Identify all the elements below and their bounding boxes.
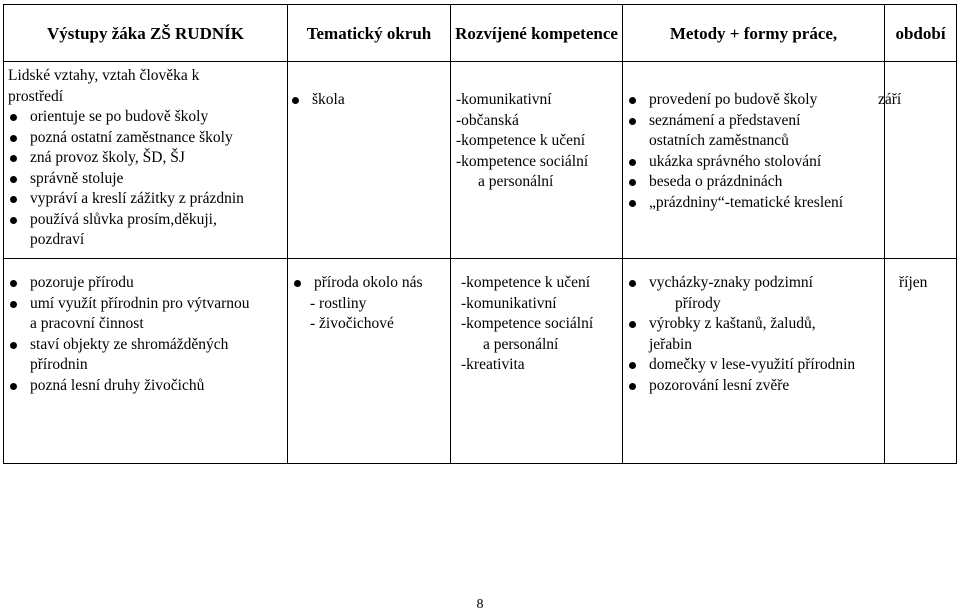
period-label: říjen bbox=[899, 274, 928, 291]
list-item: vypráví a kreslí zážitky z prázdnin bbox=[8, 189, 283, 210]
competence-item: a personální bbox=[478, 173, 554, 190]
curriculum-table bbox=[3, 4, 957, 464]
list-item: pozoruje přírodu bbox=[8, 273, 283, 294]
list-item: staví objekty ze shromážděných bbox=[8, 335, 283, 356]
methods-list bbox=[627, 90, 882, 213]
competence-item: -komunikativní bbox=[461, 294, 557, 312]
method-item: jeřabin bbox=[649, 335, 693, 353]
method-item: výrobky z kaštanů, žaludů, bbox=[627, 314, 880, 335]
method-item: provedení po budově školy bbox=[627, 90, 882, 111]
header-competences: Rozvíjené kompetence bbox=[451, 5, 623, 62]
competence-item: a personální bbox=[483, 335, 559, 353]
method-item: vycházky-znaky podzimní bbox=[627, 273, 880, 294]
competence-item: -komunikativní bbox=[456, 91, 552, 108]
list-item: správně stoluje bbox=[8, 169, 283, 190]
method-item: domečky v lese-využití přírodnin bbox=[627, 355, 880, 376]
list-item: pozdraví bbox=[30, 231, 85, 248]
list-item: umí využít přírodnin pro výtvarnou bbox=[8, 294, 283, 315]
list-item: pozná ostatní zaměstnance školy bbox=[8, 128, 283, 149]
competence-item: -kreativita bbox=[461, 356, 525, 373]
method-item: „prázdniny“-tematické kreslení bbox=[627, 193, 882, 214]
header-outputs: Výstupy žáka ZŠ RUDNÍK bbox=[4, 5, 288, 62]
table-row bbox=[4, 259, 957, 464]
competence-item: -kompetence sociální bbox=[456, 152, 589, 170]
list-item: zná provoz školy, ŠD, ŠJ bbox=[8, 148, 283, 169]
period-cell bbox=[885, 259, 957, 464]
header-topic: Tematický okruh bbox=[288, 5, 451, 62]
outputs-title: prostředí bbox=[8, 87, 64, 105]
competences-list bbox=[456, 90, 621, 193]
method-item: seznámení a představení bbox=[627, 111, 882, 132]
competence-item: -občanská bbox=[456, 111, 519, 129]
topic-cell bbox=[288, 259, 451, 464]
competence-item: -kompetence k učení bbox=[456, 132, 586, 149]
page-number: 8 bbox=[476, 597, 484, 612]
period-label: září bbox=[878, 91, 902, 108]
method-item: ostatních zaměstnanců bbox=[649, 132, 789, 149]
topic-item: škola bbox=[290, 90, 448, 111]
list-item: pozná lesní druhy živočichů bbox=[8, 376, 283, 397]
competences-cell bbox=[451, 259, 623, 464]
competence-item: -kompetence sociální bbox=[461, 315, 594, 332]
list-item: orientuje se po budově školy bbox=[8, 107, 283, 128]
competence-item: -kompetence k učení bbox=[461, 274, 591, 291]
outputs-title: Lidské vztahy, vztah člověka k bbox=[8, 67, 200, 84]
method-item: pozorování lesní zvěře bbox=[627, 376, 880, 397]
header-period: období bbox=[885, 5, 957, 62]
list-item: používá slůvka prosím,děkuji, bbox=[8, 210, 283, 231]
outputs-list bbox=[8, 107, 283, 251]
method-item: ukázka správného stolování bbox=[627, 152, 882, 173]
outputs-list bbox=[8, 273, 283, 396]
outputs-cell bbox=[4, 259, 288, 464]
outputs-cell bbox=[4, 62, 288, 259]
list-item: a pracovní činnost bbox=[30, 315, 144, 332]
method-item: přírody bbox=[675, 294, 721, 312]
topic-subitem: - živočichové bbox=[310, 315, 394, 332]
methods-cell bbox=[623, 259, 885, 464]
list-item: přírodnin bbox=[30, 356, 88, 373]
topic-subitem: - rostliny bbox=[310, 294, 367, 312]
header-row bbox=[4, 5, 957, 62]
header-methods: Metody + formy práce, bbox=[623, 5, 885, 62]
topic-item: příroda okolo nás bbox=[292, 273, 446, 294]
method-item: beseda o prázdninách bbox=[627, 172, 882, 193]
